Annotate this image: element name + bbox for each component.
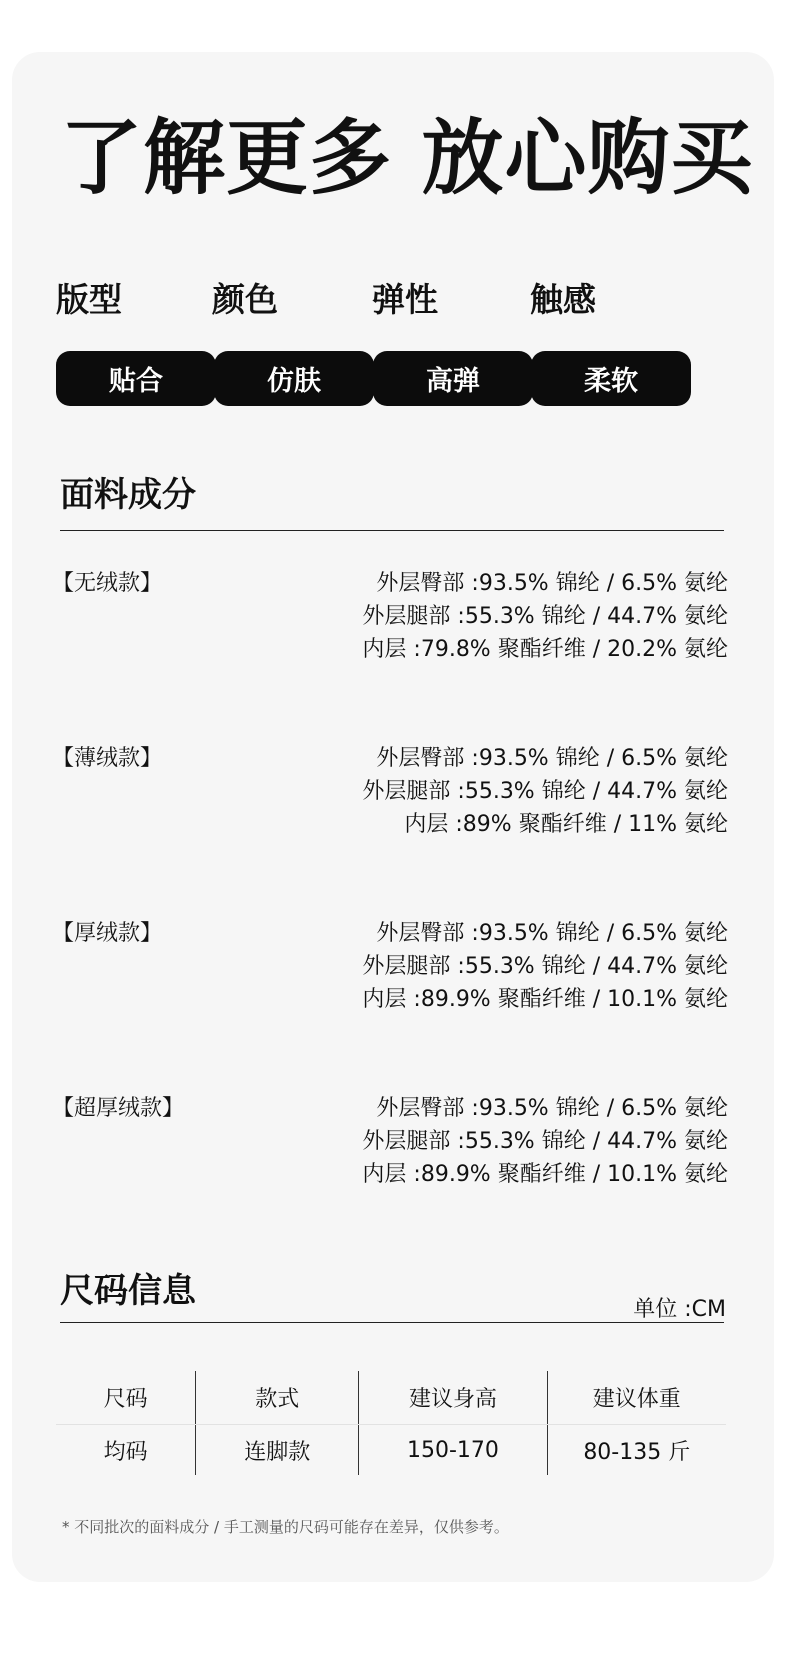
disclaimer-footnote: * 不同批次的面料成分 / 手工测量的尺码可能存在差异，仅供参考。 [62, 1518, 509, 1536]
size-table-cell: 连脚款 [196, 1425, 359, 1476]
size-table-header-row [56, 1371, 726, 1425]
attribute-label-texture: 触感 [530, 280, 596, 319]
attribute-label-fit: 版型 [56, 280, 122, 319]
size-table-cell: 150-170 [359, 1425, 547, 1476]
fabric-section-title: 面料成分 [60, 475, 196, 515]
fabric-variant-composition [362, 917, 728, 1016]
composition-line: 内层 :89.9% 聚酯纤维 / 10.1% 氨纶 [362, 1162, 728, 1187]
attribute-label-color: 颜色 [212, 280, 278, 319]
composition-line: 外层臀部 :93.5% 锦纶 / 6.5% 氨纶 [376, 571, 728, 596]
composition-line: 外层臀部 :93.5% 锦纶 / 6.5% 氨纶 [376, 1096, 728, 1121]
fabric-section-divider [60, 530, 724, 531]
composition-line: 内层 :79.8% 聚酯纤维 / 20.2% 氨纶 [362, 637, 728, 662]
size-section-title: 尺码信息 [60, 1271, 196, 1311]
composition-line: 外层腿部 :55.3% 锦纶 / 44.7% 氨纶 [362, 604, 728, 629]
size-table-cell: 均码 [103, 1439, 148, 1465]
attribute-pill-fit: 贴合 [56, 351, 216, 406]
composition-line: 内层 :89.9% 聚酯纤维 / 10.1% 氨纶 [362, 987, 728, 1012]
composition-line: 外层腿部 :55.3% 锦纶 / 44.7% 氨纶 [362, 1129, 728, 1154]
composition-line: 外层腿部 :55.3% 锦纶 / 44.7% 氨纶 [362, 779, 728, 804]
composition-line: 内层 :89% 聚酯纤维 / 11% 氨纶 [404, 812, 728, 837]
size-table-header: 款式 [196, 1371, 359, 1425]
fabric-variant-name: 【超厚绒款】 [52, 1096, 185, 1121]
composition-line: 外层腿部 :55.3% 锦纶 / 44.7% 氨纶 [362, 954, 728, 979]
fabric-variant-composition [362, 742, 728, 841]
fabric-variant-name: 【无绒款】 [52, 571, 163, 596]
size-unit-label: 单位 :CM [633, 1297, 726, 1322]
attribute-pill-texture: 柔软 [531, 351, 691, 406]
size-table [56, 1371, 726, 1475]
attribute-label-elasticity: 弹性 [372, 280, 438, 319]
attribute-pill-elasticity: 高弹 [373, 351, 533, 406]
fabric-variant-name: 【厚绒款】 [52, 921, 163, 946]
size-table-cell: 80-135 斤 [547, 1425, 726, 1476]
fabric-variant-composition [362, 1092, 728, 1191]
fabric-variant-name: 【薄绒款】 [52, 746, 163, 771]
composition-line: 外层臀部 :93.5% 锦纶 / 6.5% 氨纶 [376, 746, 728, 771]
fabric-variant-composition [362, 567, 728, 666]
composition-line: 外层臀部 :93.5% 锦纶 / 6.5% 氨纶 [376, 921, 728, 946]
size-table-header: 建议体重 [547, 1371, 726, 1425]
size-table-header: 建议身高 [359, 1371, 547, 1425]
size-table-header: 尺码 [56, 1371, 196, 1425]
attribute-pill-color: 仿肤 [214, 351, 374, 406]
table-row [56, 1425, 726, 1476]
size-section-divider [60, 1322, 724, 1323]
page-title: 了解更多 放心购买 [60, 111, 754, 206]
